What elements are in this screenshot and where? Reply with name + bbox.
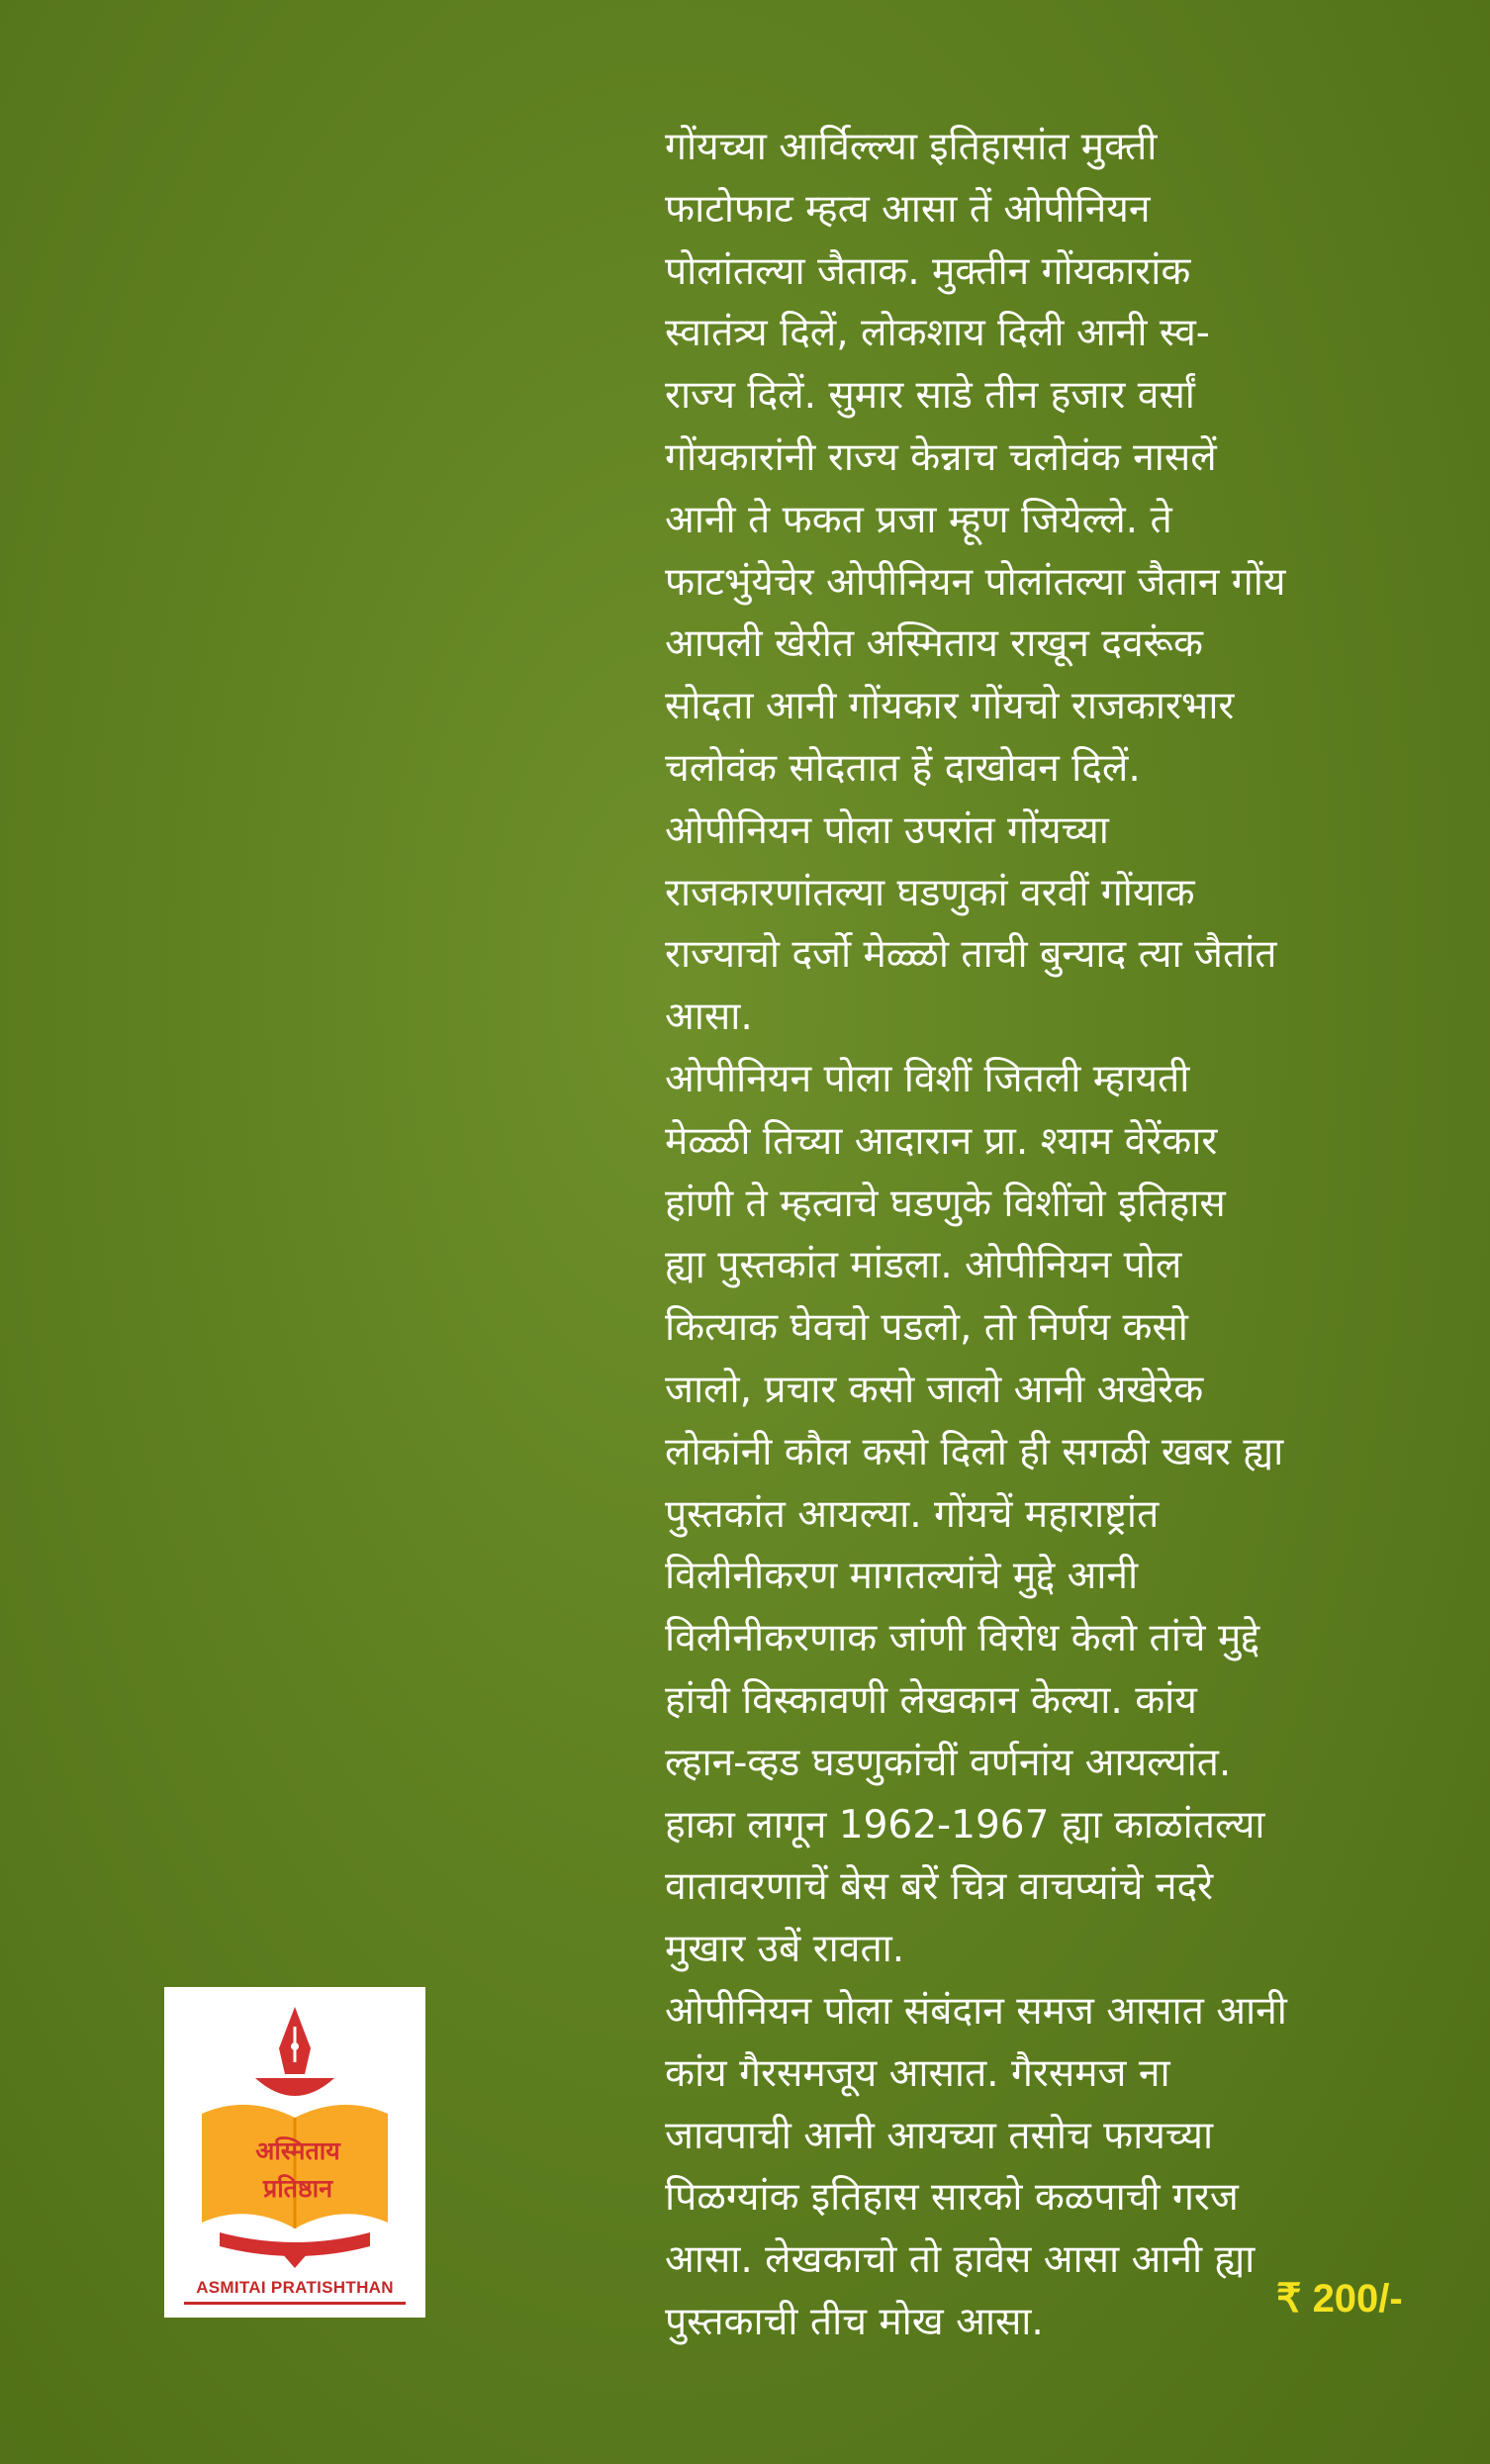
blurb [665, 117, 1456, 2354]
text-line: गोंयच्या आर्विल्ल्या इतिहासांत मुक्ती [665, 125, 1158, 169]
text-line: मेळ्ळी तिच्या आदारान प्रा. श्याम वेरेंकार [665, 1118, 1218, 1164]
text-line: राज्य दिलें. सुमार साडे तीन हजार वर्सां [665, 373, 1195, 419]
text-line: राज्याचो दर्जो मेळ्ळो ताची बुन्याद त्या जैतांत [665, 932, 1277, 978]
text-line: विलीनीकरणाक जांणी विरोध केलो तांचे मुद्दे [665, 1616, 1260, 1661]
blurb-paragraph-2 [665, 1049, 1456, 1981]
text-line: आनी ते फकत प्रजा म्हूण जियेल्ले. ते [665, 497, 1172, 542]
logo-text-line-2: प्रतिष्ठान [262, 2174, 333, 2203]
text-line: पिळग्यांक इतिहास सारको कळपाची गरज [665, 2175, 1239, 2221]
text-line: चलोवंक सोदतात हें दाखोवन दिलें. [665, 745, 1141, 791]
text-line: आपली खेरीत अस्मिताय राखून दवरूंक [665, 621, 1203, 667]
text-line: राजकारणांतल्या घडणुकां वरवीं गोंयाक [665, 870, 1195, 915]
price-label: ₹ 200/- [1276, 2277, 1403, 2321]
text-line: लोकांनी कौल कसो दिलो ही सगळी खबर ह्या [665, 1429, 1284, 1474]
text-line: ओपीनियन पोला विशीं जितली म्हायती [665, 1056, 1190, 1101]
text-line: ओपीनियन पोला उपरांत गोंयच्या [665, 807, 1109, 853]
text-line: ल्हान-व्हड घडणुकांचीं वर्णनांय आयल्यांत. [665, 1740, 1232, 1785]
text-line: स्वातंत्र्य दिलें, लोकशाय दिली आनी स्व- [665, 311, 1210, 356]
publisher-name-underline [184, 2302, 406, 2305]
text-line: सोदता आनी गोंयकार गोंयचो राजकारभार [665, 684, 1235, 729]
text-line: ओपीनियन पोला संबंदान समज आसात आनी [665, 1988, 1287, 2034]
text-line: आसा. [665, 995, 753, 1040]
text-line: आसा. लेखकाचो तो हावेस आसा आनी ह्या [665, 2237, 1256, 2283]
text-line: पोलांतल्या जैताक. मुक्तीन गोंयकारांक [665, 248, 1191, 294]
publisher-name: ASMITAI PRATISHTHAN [196, 2278, 394, 2297]
blurb-paragraph-1 [665, 117, 1456, 1049]
text-line: फाटोफाट म्हत्व आसा तें ओपीनियन [665, 186, 1151, 232]
text-line: जालो, प्रचार कसो जालो आनी अखेरेक [665, 1367, 1204, 1412]
text-line: हांणी ते म्हत्वाचे घडणुके विशींचो इतिहास [665, 1181, 1226, 1226]
text-line: कित्याक घेवचो पडलो, तो निर्णय कसो [665, 1305, 1188, 1351]
text-line: पुस्तकांत आयल्या. गोंयचें महाराष्ट्रांत [665, 1491, 1160, 1537]
text-line: मुखार उबें रावता. [665, 1927, 905, 1972]
text-line: ह्या पुस्तकांत मांडला. ओपीनियन पोल [665, 1243, 1182, 1288]
text-line: वातावरणाचें बेस बरें चित्र वाचप्यांचे नदरे [665, 1864, 1214, 1910]
text-line: कांय गैरसमजूय आसात. गैरसमज ना [665, 2050, 1170, 2096]
text-line: विलीनीकरण मागतल्यांचे मुद्दे आनी [665, 1554, 1139, 1599]
logo-text-line-1: अस्मिताय [255, 2136, 340, 2165]
text-line: फाटभुंयेचेर ओपीनियन पोलांतल्या जैतान गोंय [665, 559, 1286, 605]
text-line: गोंयकारांनी राज्य केन्नाच चलोवंक नासलें [665, 434, 1217, 480]
text-line: हाका लागून 1962-1967 ह्या काळांतल्या [665, 1802, 1265, 1848]
text-line: हांची विस्कावणी लेखकान केल्या. कांय [665, 1677, 1197, 1723]
text-line: पुस्तकाची तीच मोख आसा. [665, 2299, 1044, 2344]
publisher-logo [164, 1987, 425, 2318]
text-line: जावपाची आनी आयच्या तसोच फायच्या [665, 2113, 1214, 2158]
